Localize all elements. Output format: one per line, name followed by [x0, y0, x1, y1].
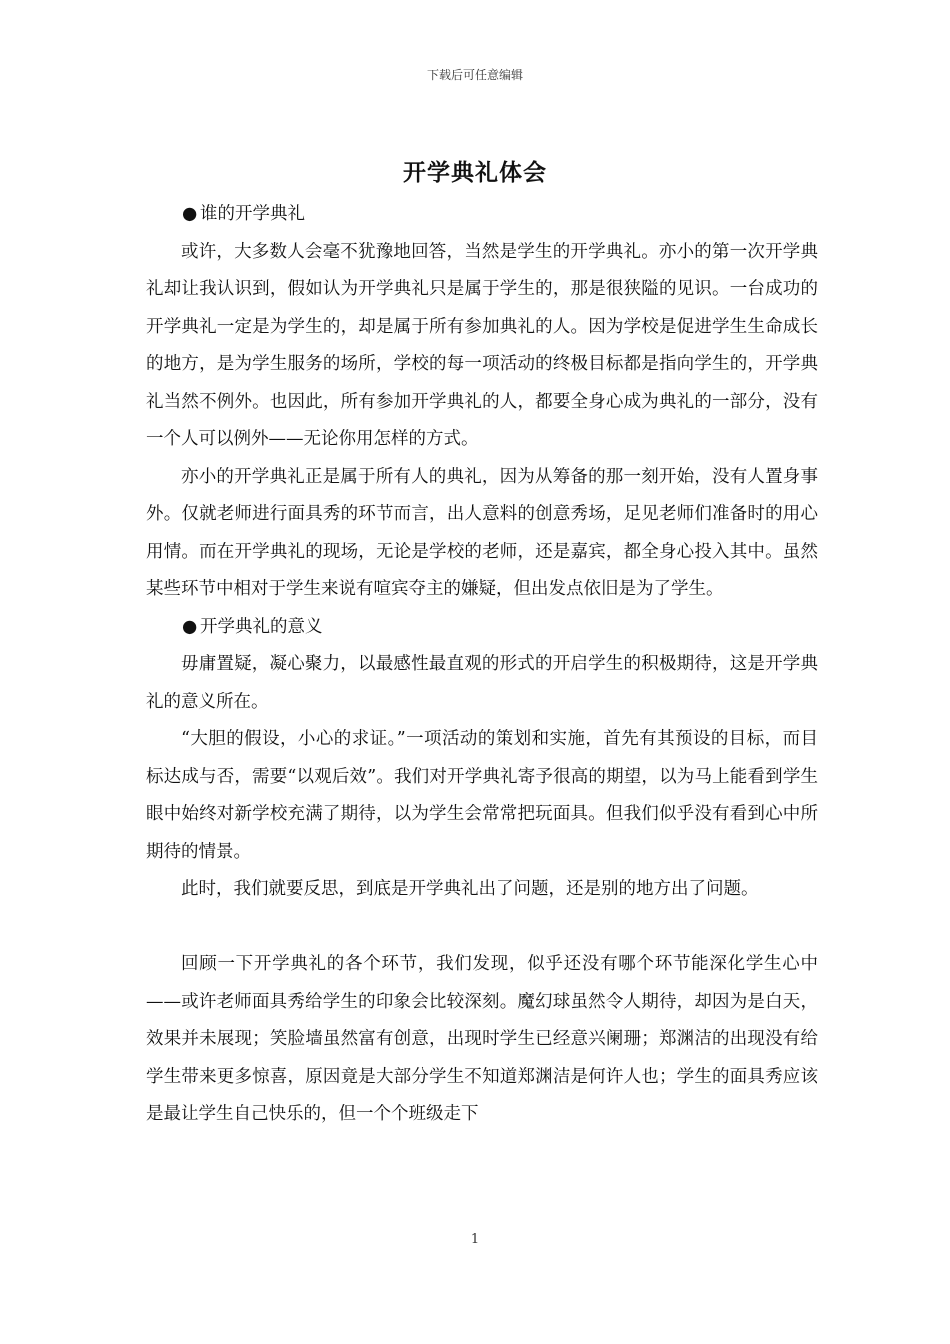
- section-heading-1: [146, 196, 818, 234]
- paragraph: 亦小的开学典礼正是属于所有人的典礼，因为从筹备的那一刻开始，没有人置身事外。仅就老师进行面具秀的环节而言，出人意料的创意秀场，足见老师们准备时的用心用情。而在开学典礼的现场，无论是学校的老师，还是嘉宾，都全身心投入其中。虽然某些环节中相对于学生来说有喧宾夺主的嫌疑，但出发点依旧是为了学生。: [146, 466, 818, 599]
- document-title: 开学典礼体会: [403, 159, 547, 186]
- paragraph: 此时，我们就要反思，到底是开学典礼出了问题，还是别的地方出了问题。: [181, 879, 759, 899]
- section-heading-text: 谁的开学典礼: [200, 204, 305, 224]
- section-heading-text: 开学典礼的意义: [200, 616, 323, 637]
- paragraph: 回顾一下开学典礼的各个环节，我们发现，似乎还没有哪个环节能深化学生心中——或许老师面具秀给学生的印象会比较深刻。魔幻球虽然令人期待，却因为是白天，效果并未展现；笑脸墙虽然富有创意，出现时学生已经意兴阑珊；郑渊洁的出现没有给学生带来更多惊喜，原因竟是大部分学生不知道郑渊洁是何许人也；学生的面具秀应该是最让学生自己快乐的，但一个个班级走下: [146, 954, 818, 1124]
- bullet-icon: ●: [182, 616, 198, 637]
- page-number: 1: [470, 1232, 480, 1247]
- section-heading-2: [146, 609, 818, 647]
- paragraph: “大胆的假设，小心的求证。”一项活动的策划和实施，首先有其预设的目标，而目标达成与否，需要“以观后效”。我们对开学典礼寄予很高的期望，以为马上能看到学生眼中始终对新学校充满了期待，以为学生会常常把玩面具。但我们似乎没有看到心中所期待的情景。: [146, 729, 818, 862]
- paragraph: 或许，大多数人会毫不犹豫地回答，当然是学生的开学典礼。亦小的第一次开学典礼却让我认识到，假如认为开学典礼只是属于学生的，那是很狭隘的见识。一台成功的开学典礼一定是为学生的，却是属于所有参加典礼的人。因为学校是促进学生生命成长的地方，是为学生服务的场所，学校的每一项活动的终极目标都是指向学生的，开学典礼当然不例外。也因此，所有参加开学典礼的人，都要全身心成为典礼的一部分，没有一个人可以例外——无论你用怎样的方式。: [146, 241, 818, 449]
- paragraph: 毋庸置疑，凝心聚力，以最感性最直观的形式的开启学生的积极期待，这是开学典礼的意义所在。: [146, 654, 818, 712]
- bullet-icon: ●: [182, 204, 198, 224]
- document-body: [146, 196, 818, 1134]
- page-header: 下载后可任意编辑: [426, 68, 523, 82]
